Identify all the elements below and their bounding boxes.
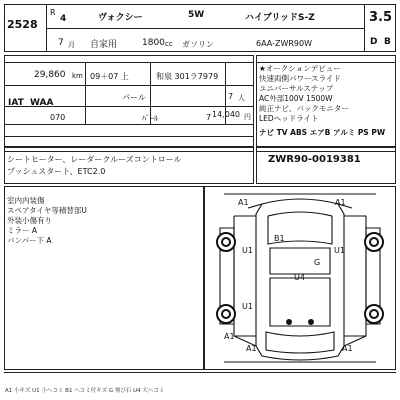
inspector-remarks <box>7 196 87 246</box>
shift-type: IAT <box>8 98 24 108</box>
interior-grade: D <box>370 37 378 47</box>
damage-mark: A1 <box>342 344 353 353</box>
displacement-unit: cc <box>165 40 173 48</box>
month: 7 <box>58 38 64 48</box>
price-unit: 円 <box>244 113 251 121</box>
selling-point: ★オークションデビュー <box>259 64 341 73</box>
inspection-date: 09＋07 上 <box>90 72 129 81</box>
notes-divider <box>4 151 254 152</box>
specs-divider <box>85 62 86 124</box>
note-line: シートヒーター、レーダークルーズコントロール <box>7 155 182 164</box>
car-name: ヴォクシー <box>98 13 143 23</box>
remark-line: 外装小傷有り <box>7 216 52 225</box>
selling-point: 快速両側パワースライド <box>259 74 341 83</box>
seat-count: 7 <box>206 113 212 122</box>
damage-mark: B1 <box>274 234 285 243</box>
specs-divider <box>4 136 254 137</box>
mileage-unit: km <box>72 72 83 80</box>
specs-divider <box>4 124 254 125</box>
year-era: R <box>50 8 56 17</box>
body-color: パール <box>122 93 146 102</box>
capacity-unit: 人 <box>238 94 245 102</box>
overall-score: 3.5 <box>369 10 393 25</box>
chassis-divider <box>256 151 396 152</box>
damage-mark: A1 <box>238 198 249 207</box>
damage-mark: U1 <box>334 246 345 255</box>
damage-mark: U4 <box>294 273 305 282</box>
fuel-type: ガソリン <box>182 40 214 49</box>
exterior-grade: B <box>384 37 391 47</box>
chassis-box <box>256 147 396 184</box>
damage-mark: U1 <box>242 246 253 255</box>
selling-points-divider <box>256 62 396 63</box>
specs-divider <box>4 85 254 86</box>
displacement: 1800 <box>142 38 165 48</box>
footer-legend: A1 小キズ U1 小ヘコミ B1 ヘコミ付キズ G 飛び石 U4 大ヘコミ <box>5 388 165 394</box>
header-divider <box>364 4 365 52</box>
selling-point: ユニバーサルステップ <box>259 84 334 93</box>
damage-mark: G <box>314 258 321 267</box>
footer-divider <box>4 372 396 373</box>
use-type: 自家用 <box>90 40 118 50</box>
damage-mark: A1 <box>335 198 346 207</box>
capacity: 7 <box>228 92 234 101</box>
damage-mark: A1 <box>224 332 235 341</box>
equipment-list: ナビ TV ABS エアB アルミ PS PW <box>259 128 386 137</box>
damage-mark: U1 <box>242 302 253 311</box>
mileage: 29,860 <box>34 70 66 80</box>
notes-text <box>7 154 182 178</box>
damage-mark: A1 <box>246 344 257 353</box>
grade: ハイブリッドS-Z <box>245 13 315 23</box>
year: 4 <box>60 14 67 24</box>
lot-number: 2528 <box>7 18 38 31</box>
selling-points-list <box>259 64 349 124</box>
selling-point: AC外部100V 1500W <box>259 94 333 103</box>
chassis-number: ZWR90-0019381 <box>268 154 361 165</box>
seat-config: 5W <box>188 10 205 20</box>
specs-divider <box>4 62 254 63</box>
selling-point: 純正ナビ、バックモニター <box>259 104 349 113</box>
color-code-name: ﾊﾟｰﾙ <box>142 114 158 123</box>
month-unit: 月 <box>68 41 75 49</box>
note-line: プッシュスタート、ETC2.0 <box>7 167 106 176</box>
model-code: 6AA-ZWR90W <box>256 39 313 48</box>
color-code: 070 <box>50 113 66 122</box>
price: 14,040 <box>212 110 240 119</box>
remark-line: バンパー下 A <box>7 236 52 245</box>
header-divider <box>46 28 364 29</box>
remark-line: 室内内装傷 <box>7 196 45 205</box>
remark-line: スペアタイヤ等積替部U <box>7 206 87 215</box>
aircon-type: WAA <box>30 98 54 108</box>
license-plate: 和泉 301ラ7979 <box>156 72 219 81</box>
remark-line: ミラー A <box>7 226 38 235</box>
selling-point: LEDヘッドライト <box>259 114 319 123</box>
